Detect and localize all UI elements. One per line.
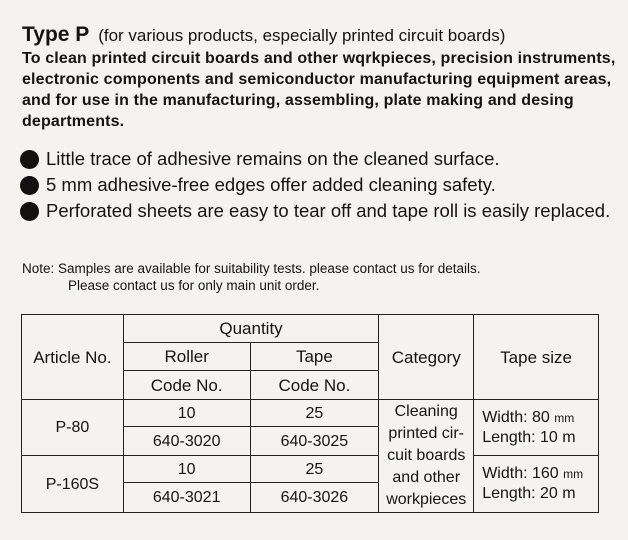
category-cell: Cleaning printed cir-cuit boards and other workpieces	[379, 400, 474, 513]
intro-paragraph: To clean printed circuit boards and other wqrkpieces, precision instruments, electronic components and semiconductor manufacturing equipment areas, and for use in the manufacturing, assembling, plate making and desing departments.	[22, 50, 616, 130]
header-roller: Roller	[123, 343, 250, 371]
tape-length: Length: 10 m	[482, 428, 576, 446]
feature-item	[20, 199, 620, 223]
tape-length: Length: 20 m	[482, 485, 576, 502]
header-tape-code-no: Code No.	[250, 371, 379, 400]
header-quantity: Quantity	[123, 315, 378, 343]
article-no-cell: P-80	[22, 400, 124, 456]
header-tape-size: Tape size	[474, 315, 599, 400]
table-row	[22, 400, 599, 427]
tape-qty-cell: 25	[250, 400, 379, 427]
bullet-dot-icon	[20, 176, 39, 195]
spec-table	[21, 314, 599, 513]
roller-qty-cell: 10	[123, 400, 250, 427]
title-subtitle: (for various products, especially printed circuit boards)	[98, 26, 506, 45]
tape-code-cell: 640-3025	[250, 427, 379, 456]
feature-list	[20, 147, 620, 225]
tape-code-cell: 640-3026	[250, 483, 379, 513]
feature-item	[20, 173, 620, 197]
roller-qty-cell: 10	[123, 456, 250, 483]
tape-width-unit: mm	[563, 467, 584, 481]
header-article-no: Article No.	[22, 315, 124, 400]
note-line: Please contact us for only main unit order.	[68, 278, 320, 293]
feature-text: Little trace of adhesive remains on the cleaned surface.	[46, 148, 500, 169]
bullet-dot-icon	[20, 202, 39, 221]
table-row	[22, 456, 599, 483]
tape-width: Width: 160	[482, 465, 559, 482]
table-header-row	[22, 315, 599, 343]
page-title	[22, 12, 505, 49]
tape-width-unit: mm	[554, 410, 575, 425]
note	[22, 260, 622, 294]
tape-size-cell	[474, 456, 599, 513]
note-line: Note: Samples are available for suitability tests. please contact us for details.	[22, 261, 481, 276]
article-no-cell: P-160S	[22, 456, 124, 513]
tape-size-cell	[474, 400, 599, 456]
tape-width: Width: 80	[482, 408, 550, 426]
tape-qty-cell: 25	[250, 456, 379, 483]
bullet-dot-icon	[20, 150, 39, 169]
roller-code-cell: 640-3020	[123, 427, 250, 456]
feature-text: Perforated sheets are easy to tear off and tape roll is easily replaced.	[46, 200, 611, 221]
header-roller-code-no: Code No.	[123, 371, 250, 400]
header-category: Category	[379, 315, 474, 400]
roller-code-cell: 640-3021	[123, 483, 250, 513]
feature-item	[20, 147, 620, 171]
title-main: Type P	[22, 23, 90, 46]
feature-text: 5 mm adhesive-free edges offer added cleaning safety.	[46, 174, 496, 195]
header-tape: Tape	[250, 343, 379, 371]
